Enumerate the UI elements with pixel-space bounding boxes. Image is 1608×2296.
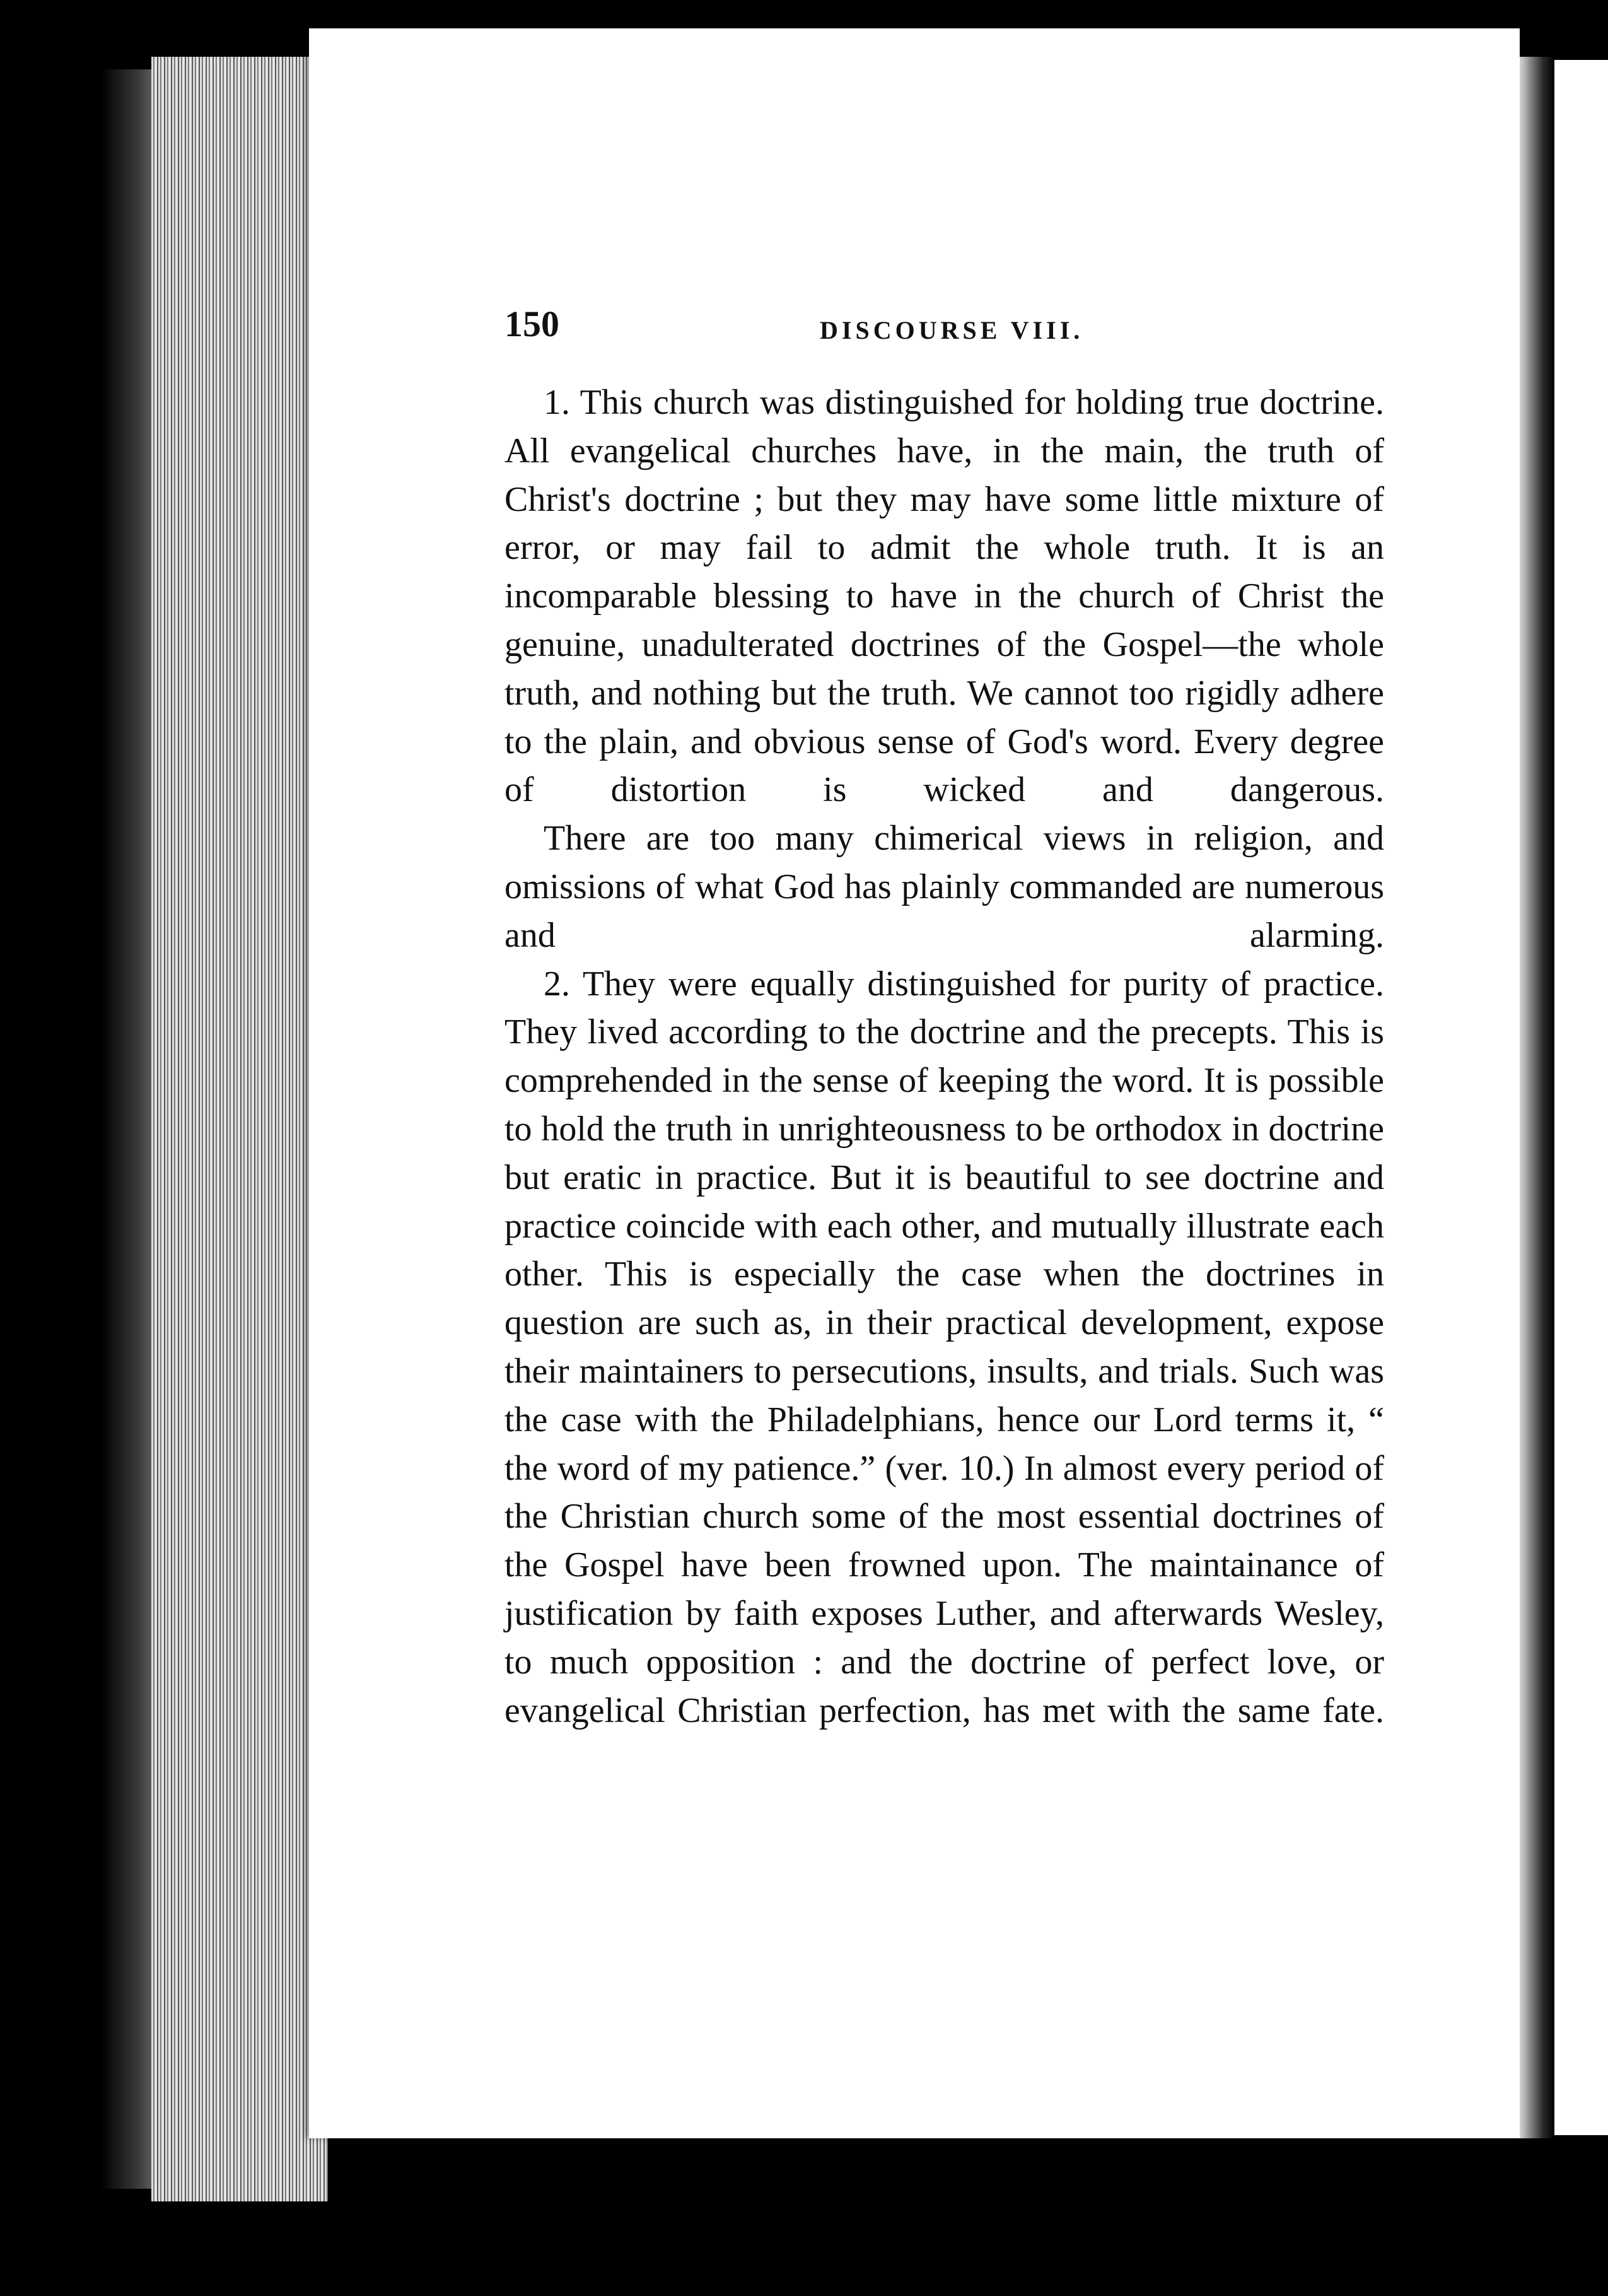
page-header [504,303,1387,353]
facing-page-edge [1554,60,1608,2135]
paragraph-3: 2. They were equally distinguished for purity of practice. They lived according to the doctrine and the precepts. This is comprehended in the sense of keeping the word. It is possible to hold the truth in unrighteousness to be orthodox in doctrine but eratic in practice. But it is beautiful to see doctrine and practice coincide with each other, and mutually illustrate each other. This is especially the case when the doctrines in question are such as, in their practical development, expose their maintainers to persecutions, insults, and trials. Such was the case with the Philadelphians, hence our Lord terms it, “ the word of my patience.” (ver. 10.) In almost every period of the Christian church some of the most essential doctrines of the Gospel have been frowned upon. The maintainance of justification by faith exposes Luther, and afterwards Wesley, to much opposition : and the doctrine of perfect love, or evangelical Christian perfection, has met with the same fate. [504,964,1384,1730]
stacked-page-edges [151,57,328,2201]
page-number: 150 [504,303,559,344]
paragraph-2: There are too many chimerical views in religion, and omissions of what God has plainly commanded are numerous and alarming. [504,819,1384,955]
page-body [504,378,1384,1735]
book-gutter [1517,57,1554,2138]
paragraph-1: 1. This church was distinguished for holding true doctrine. All evangelical churches have, in the main, the truth of Christ's doctrine ; but they may have some little mixture of error, or may fail to admit the whole truth. It is an incomparable blessing to have in the church of Christ the genuine, unadulterated doctrines of the Gospel—the whole truth, and nothing but the truth. We cannot too rigidly adhere to the plain, and obvious sense of God's word. Every degree of distortion is wicked and dangerous. [504,383,1384,810]
running-head: DISCOURSE VIII. [820,316,1084,344]
